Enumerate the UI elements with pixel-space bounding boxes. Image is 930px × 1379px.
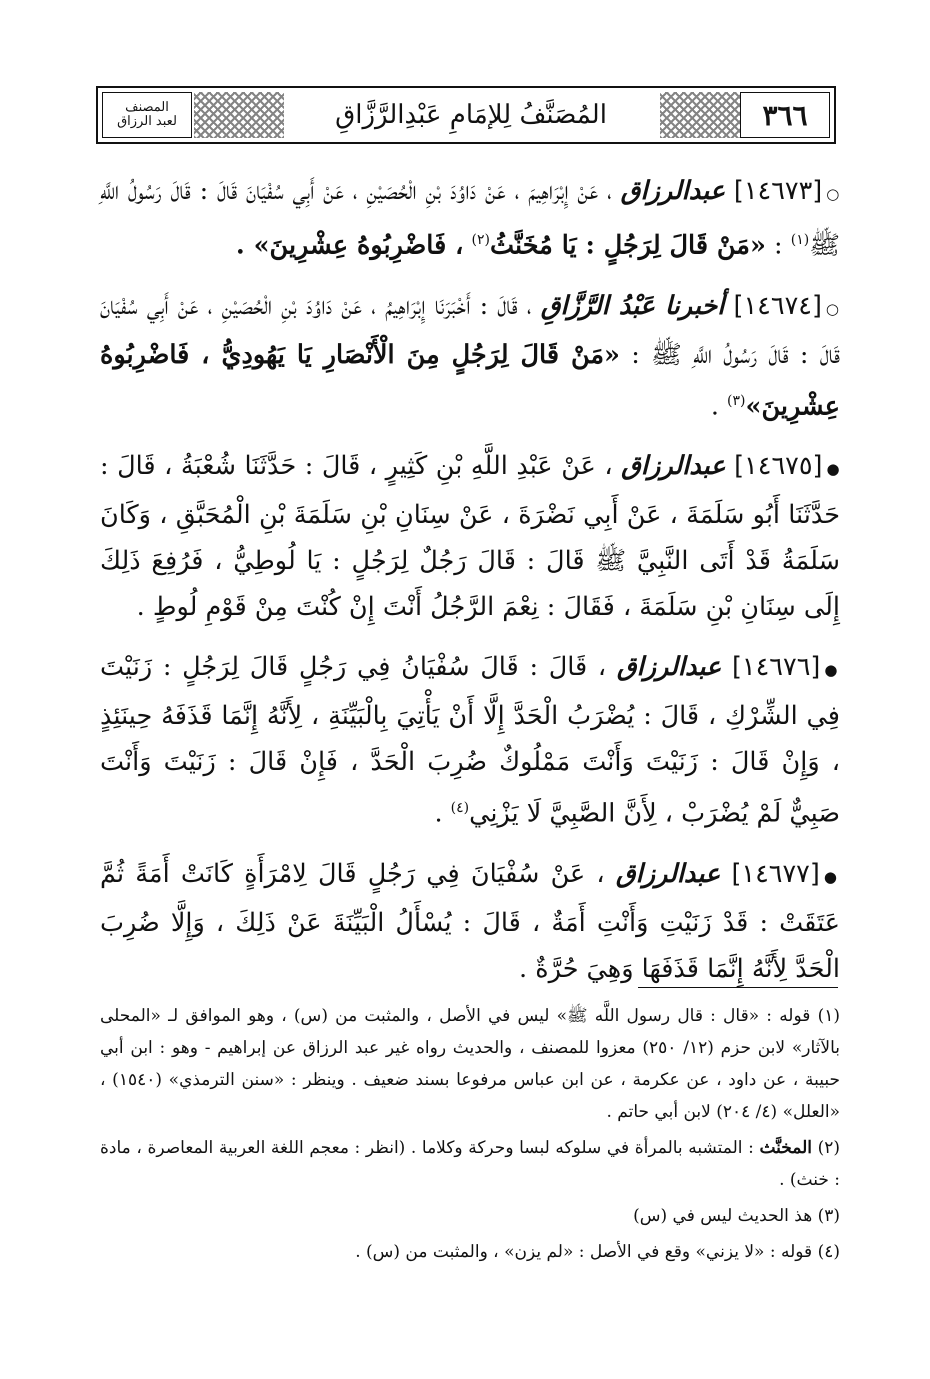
end-mark: . [434, 798, 443, 829]
ornament-left [194, 92, 284, 138]
ornament-right [660, 92, 750, 138]
filled-circle-marker: ● [824, 661, 841, 679]
seal-line2: لعبد الرزاق [117, 114, 177, 129]
footnote-ref: (٢) [471, 232, 490, 248]
narrator: عبدالرزاق [620, 176, 726, 206]
hadith-number: [١٤٦٧٦] [731, 652, 821, 682]
hadith-number: [١٤٦٧٤] [733, 290, 822, 321]
seal-line1: المصنف [125, 100, 169, 115]
hadith-14677 [100, 851, 840, 992]
end-mark: . [710, 391, 719, 421]
footnote-3 [100, 1200, 840, 1232]
running-title: المُصَنَّفُ لِلإمَامِ عَبْدِالرَّزَّاقِ [288, 94, 654, 136]
hadith-text: ، عَنْ إِبْرَاهِيمَ ، عَنْ دَاوُدَ بْنِ الْحُصَيْنِ ، عَنْ أَبِي سُفْيَانَ قَالَ : قَالَ رَسُولُ اللَّهِ ﷺ [100, 176, 840, 261]
footnote-number: (٢) [817, 1138, 841, 1158]
footnote-text: قوله : «لا يزني» وقع في الأصل : «لم يزن» ، والمثبت من (س) . [355, 1242, 813, 1262]
colon: : [765, 230, 791, 261]
footnote-number: (٤) [817, 1242, 840, 1262]
hadith-14675 [100, 443, 840, 630]
page-header [96, 86, 836, 144]
hadith-text: ، قَالَ : أَخْبَرَنَا إِبْرَاهِيمُ ، عَنْ دَاوُدَ بْنِ الْحُصَيْنِ ، عَنْ أَبِي سُفْيَانَ قَالَ : قَالَ رَسُولُ اللَّهِ ﷺ : [100, 290, 841, 370]
footnote-text: : المتشبه بالمرأة في سلوكه لبسا وحركة وكلاما . (انظر : معجم اللغة العربية المعاصرة ، مادة : خنث) . [100, 1138, 840, 1190]
hadith-text: ، قَالَ : قَالَ سُفْيَانُ فِي رَجُلٍ قَالَ لِرَجُلٍ : زَنَيْتَ فِي الشِّرْكِ ، قَالَ : يُضْرَبُ الْحَدَّ إِلَّا أَنْ يَأْتِيَ بِالْبَيِّنَةِ ، لِأَنَّهُ إِنَّمَا قَذَفَهُ حِينَئِذٍ ، وَإِنْ قَالَ : زَنَيْتَ وَأَنْتَ مَمْلُوكٌ ضُرِبَ الْحَدَّ ، فَإِنْ قَالَ : زَنَيْتَ وَأَنْتَ صَبِيٌّ لَمْ يُضْرَبْ ، لِأَنَّ الصَّبِيَّ لَا يَزْنِي [100, 652, 840, 829]
prophetic-quote-end: ، فَاضْرِبُوهُ عِشْرِينَ» . [235, 230, 464, 261]
page-number: ٣٦٦ [762, 98, 808, 132]
footnote-text: قوله : «قال : قال رسول اللَّه ﷺ» ليس في الأصل ، والمثبت من (س) ، وهو الموافق لـ «المحلى بالآثار» لابن حزم (١٢/ ٢٥٠) معزوا للمصنف ، والحديث رواه غير عبد الرزاق عن إبراهيم - وهو : ابن أبي حبيبة ، عن داود ، عن عكرمة ، عن ابن عباس مرفوعا بسند ضعيف . وينظر : «سنن الترمذي» (١٥٤٠) ، «العلل» (٤/ ٢٠٤) لابن أبي حاتم . [100, 1006, 840, 1122]
seal-logo [117, 101, 177, 129]
hadith-14674 [100, 283, 840, 430]
hadith-number: [١٤٦٧٣] [733, 176, 823, 206]
seal-box [102, 92, 192, 138]
footnote-ref: (٣) [727, 392, 746, 409]
footnote-ref: (١) [790, 232, 810, 248]
page-number-box [740, 92, 830, 138]
footnote-term: المخنَّث [759, 1138, 812, 1158]
hadith-text: ، عَنْ سُفْيَانَ فِي رَجُلٍ قَالَ لِامْرَأَةٍ كَانَتْ أَمَةً ثُمَّ عَتَقَتْ : قَدْ زَنَيْتِ وَأَنْتِ أَمَةٌ ، قَالَ : يُسْأَلُ الْبَيِّنَةَ عَنْ ذَلِكَ ، وَإِلَّا ضُرِبَ الْحَدَّ لِأَنَّهُ إِنَّمَا قَذَفَهَا وَهِيَ حُرَّةٌ . [100, 858, 840, 984]
footnote-1 [100, 1000, 840, 1128]
filled-circle-marker: ● [823, 867, 841, 886]
hadith-14673 [100, 168, 840, 269]
narrator: عبدالرزاق [616, 652, 722, 682]
hadith-number: [١٤٦٧٥] [734, 451, 823, 481]
footnote-number: (٣) [817, 1206, 840, 1226]
footnote-2 [100, 1132, 840, 1196]
narrator: أخبرنا عَبْدُ الرَّزَّاقِ [540, 290, 725, 321]
prophetic-quote: «مَنْ قَالَ لِرَجُلٍ : يَا مُخَنَّثُ [489, 230, 766, 261]
footnote-ref: (٤) [450, 800, 470, 816]
footnote-text: هذ الحديث ليس في (س) [633, 1206, 813, 1226]
prophetic-quote: «مَنْ قَالَ لِرَجُلٍ مِنَ الْأَنْصَارِ يَا يَهُودِيُّ ، فَاضْرِبُوهُ عِشْرِينَ» [100, 339, 840, 421]
footnote-4 [100, 1236, 840, 1268]
footnotes [100, 1000, 840, 1272]
hollow-circle-marker: ○ [825, 299, 841, 318]
hadith-text: ، عَنْ عَبْدِ اللَّهِ بْنِ كَثِيرٍ ، قَالَ : حَدَّثَنَا شُعْبَةُ ، قَالَ : حَدَّثَنَا أَبُو سَلَمَةَ ، عَنْ أَبِي نَضْرَةَ ، عَنْ سِنَانِ بْنِ سَلَمَةَ بْنِ الْمُحَبَّقِ ، وَكَانَ سَلَمَةُ قَدْ أَتَى النَّبِيَّ ﷺ قَالَ : قَالَ رَجُلٌ لِرَجُلٍ : يَا لُوطِيُّ ، فَرُفِعَ ذَلِكَ إِلَى سِنَانِ بْنِ سَلَمَةَ ، فَقَالَ : نِعْمَ الرَّجُلُ أَنْتَ إِنْ كُنْتَ مِنْ قَوْمِ لُوطٍ . [100, 451, 840, 622]
footnote-number: (١) [817, 1006, 841, 1026]
footnote-separator [638, 987, 838, 988]
narrator: عبدالرزاق [615, 858, 721, 889]
hadith-14676 [100, 644, 840, 837]
hollow-circle-marker: ○ [826, 185, 841, 203]
narrator: عبدالرزاق [621, 451, 726, 481]
filled-circle-marker: ● [826, 460, 841, 478]
main-text [100, 168, 840, 1006]
hadith-number: [١٤٦٧٧] [731, 858, 820, 889]
